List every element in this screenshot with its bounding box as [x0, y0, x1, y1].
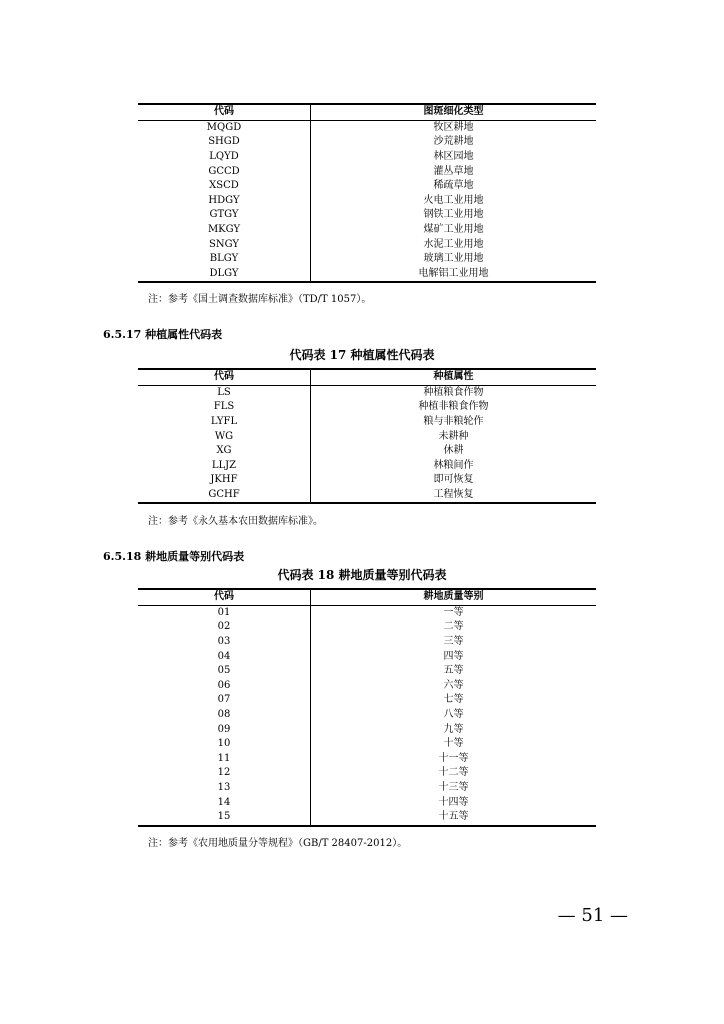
- table-row: [138, 223, 596, 238]
- cell-code: SNGY: [208, 238, 239, 250]
- table-row: [138, 649, 596, 664]
- cell-code: DLGY: [209, 267, 239, 279]
- cell-value: 二等: [311, 620, 597, 635]
- column-header-grade: 耕地质量等别: [311, 589, 597, 605]
- cell-code: 12: [217, 767, 231, 779]
- cell-value: 十等: [311, 737, 597, 752]
- cell-code: LQYD: [209, 151, 239, 163]
- cell-code: WG: [214, 430, 234, 442]
- table-row: [138, 488, 596, 504]
- cell-value: 水泥工业用地: [311, 237, 597, 252]
- table-row: [138, 208, 596, 223]
- table-row: [138, 635, 596, 650]
- cell-code: 15: [217, 811, 231, 823]
- column-header-code: 代码: [214, 371, 234, 383]
- table-row: [138, 766, 596, 781]
- cell-value: 牧区耕地: [311, 120, 597, 135]
- page-number: — 51 —: [557, 905, 628, 926]
- table-row: [138, 150, 596, 165]
- table-row: [138, 120, 596, 135]
- cell-value: 十五等: [311, 810, 597, 826]
- table-row: [138, 605, 596, 620]
- cell-value: 灌丛草地: [311, 164, 597, 179]
- column-header-code: 代码: [214, 106, 234, 118]
- cell-code: 09: [217, 723, 231, 735]
- table-row: [138, 679, 596, 694]
- table-row: [138, 135, 596, 150]
- cell-value: 十一等: [311, 752, 597, 767]
- table-row: [138, 415, 596, 430]
- table-row: [138, 267, 596, 283]
- cell-value: 电解铝工业用地: [311, 267, 597, 283]
- cell-code: 03: [217, 636, 231, 648]
- table-row: [138, 620, 596, 635]
- cell-value: 林粮间作: [311, 459, 597, 474]
- cell-value: 玻璃工业用地: [311, 252, 597, 267]
- table-row: [138, 429, 596, 444]
- cell-value: 沙荒耕地: [311, 135, 597, 150]
- table-row: [138, 810, 596, 826]
- table1-note: 注：参考《国土调查数据库标准》（TD/T 1057）。: [148, 294, 372, 305]
- cell-value: 十二等: [311, 766, 597, 781]
- cell-value: 五等: [311, 664, 597, 679]
- cell-code: 02: [217, 621, 231, 633]
- cell-code: LLJZ: [211, 459, 237, 471]
- table3-note: 注：参考《农用地质量分等规程》（GB/T 28407-2012）。: [148, 838, 408, 849]
- table-row: [138, 781, 596, 796]
- cell-value: 十三等: [311, 781, 597, 796]
- table-row: [138, 164, 596, 179]
- cell-code: FLS: [213, 401, 235, 413]
- cell-value: 煤矿工业用地: [311, 223, 597, 238]
- table-row: [138, 179, 596, 194]
- cell-code: XG: [216, 445, 232, 457]
- table-header-row: [138, 589, 596, 605]
- table-row: [138, 237, 596, 252]
- column-header-attribute: 种植属性: [311, 369, 597, 385]
- cell-code: 10: [217, 738, 231, 750]
- cell-value: 九等: [311, 722, 597, 737]
- cell-code: 08: [217, 709, 231, 721]
- cell-code: LS: [217, 386, 231, 398]
- table-row: [138, 459, 596, 474]
- table-farmland-quality: [138, 588, 596, 827]
- cell-code: LYFL: [210, 416, 238, 428]
- table-row: [138, 664, 596, 679]
- table-header-row: [138, 104, 596, 120]
- table-row: [138, 400, 596, 415]
- cell-code: BLGY: [209, 253, 239, 265]
- cell-code: 01: [217, 606, 231, 618]
- table-parcel-types: [138, 103, 596, 283]
- cell-value: 六等: [311, 679, 597, 694]
- cell-code: 05: [217, 665, 231, 677]
- table-row: [138, 708, 596, 723]
- cell-code: 06: [217, 679, 231, 691]
- cell-code: 14: [217, 796, 231, 808]
- cell-value: 未耕种: [311, 429, 597, 444]
- cell-value: 钢铁工业用地: [311, 208, 597, 223]
- cell-code: GCCD: [208, 165, 240, 177]
- cell-value: 十四等: [311, 795, 597, 810]
- cell-value: 八等: [311, 708, 597, 723]
- cell-value: 种植粮食作物: [311, 385, 597, 400]
- cell-value: 休耕: [311, 444, 597, 459]
- cell-value: 一等: [311, 605, 597, 620]
- cell-code: 13: [217, 782, 231, 794]
- column-header-code: 代码: [214, 591, 234, 603]
- cell-value: 种植非粮食作物: [311, 400, 597, 415]
- table-row: [138, 444, 596, 459]
- cell-value: 三等: [311, 635, 597, 650]
- table-caption-17: 代码表 17 种植属性代码表: [289, 348, 435, 362]
- cell-code: GCHF: [208, 489, 240, 501]
- table-row: [138, 752, 596, 767]
- cell-value: 粮与非粮轮作: [311, 415, 597, 430]
- cell-value: 工程恢复: [311, 488, 597, 504]
- table-caption-18: 代码表 18 耕地质量等别代码表: [277, 568, 447, 582]
- cell-value: 稀疏草地: [311, 179, 597, 194]
- cell-code: GTGY: [209, 209, 239, 221]
- table-row: [138, 693, 596, 708]
- cell-code: 11: [217, 752, 231, 764]
- table-planting-attributes: [138, 368, 596, 504]
- cell-code: MKGY: [207, 224, 241, 236]
- table-row: [138, 194, 596, 209]
- cell-code: HDGY: [208, 194, 240, 206]
- table-row: [138, 385, 596, 400]
- table-row: [138, 252, 596, 267]
- cell-value: 林区园地: [311, 150, 597, 165]
- table-row: [138, 722, 596, 737]
- table2-note: 注：参考《永久基本农田数据库标准》。: [148, 516, 323, 527]
- column-header-type: 图斑细化类型: [311, 104, 597, 120]
- cell-code: 07: [217, 694, 231, 706]
- cell-code: XSCD: [209, 180, 239, 192]
- cell-code: SHGD: [208, 136, 240, 148]
- table-row: [138, 795, 596, 810]
- cell-value: 七等: [311, 693, 597, 708]
- table-header-row: [138, 369, 596, 385]
- cell-value: 即可恢复: [311, 473, 597, 488]
- cell-code: JKHF: [210, 474, 238, 486]
- table-row: [138, 473, 596, 488]
- cell-value: 火电工业用地: [311, 194, 597, 209]
- cell-value: 四等: [311, 649, 597, 664]
- table-row: [138, 737, 596, 752]
- section-heading-6-5-17: 6.5.17 种植属性代码表: [103, 328, 223, 341]
- cell-code: 04: [217, 650, 231, 662]
- cell-code: MQGD: [206, 121, 242, 133]
- section-heading-6-5-18: 6.5.18 耕地质量等别代码表: [103, 550, 245, 563]
